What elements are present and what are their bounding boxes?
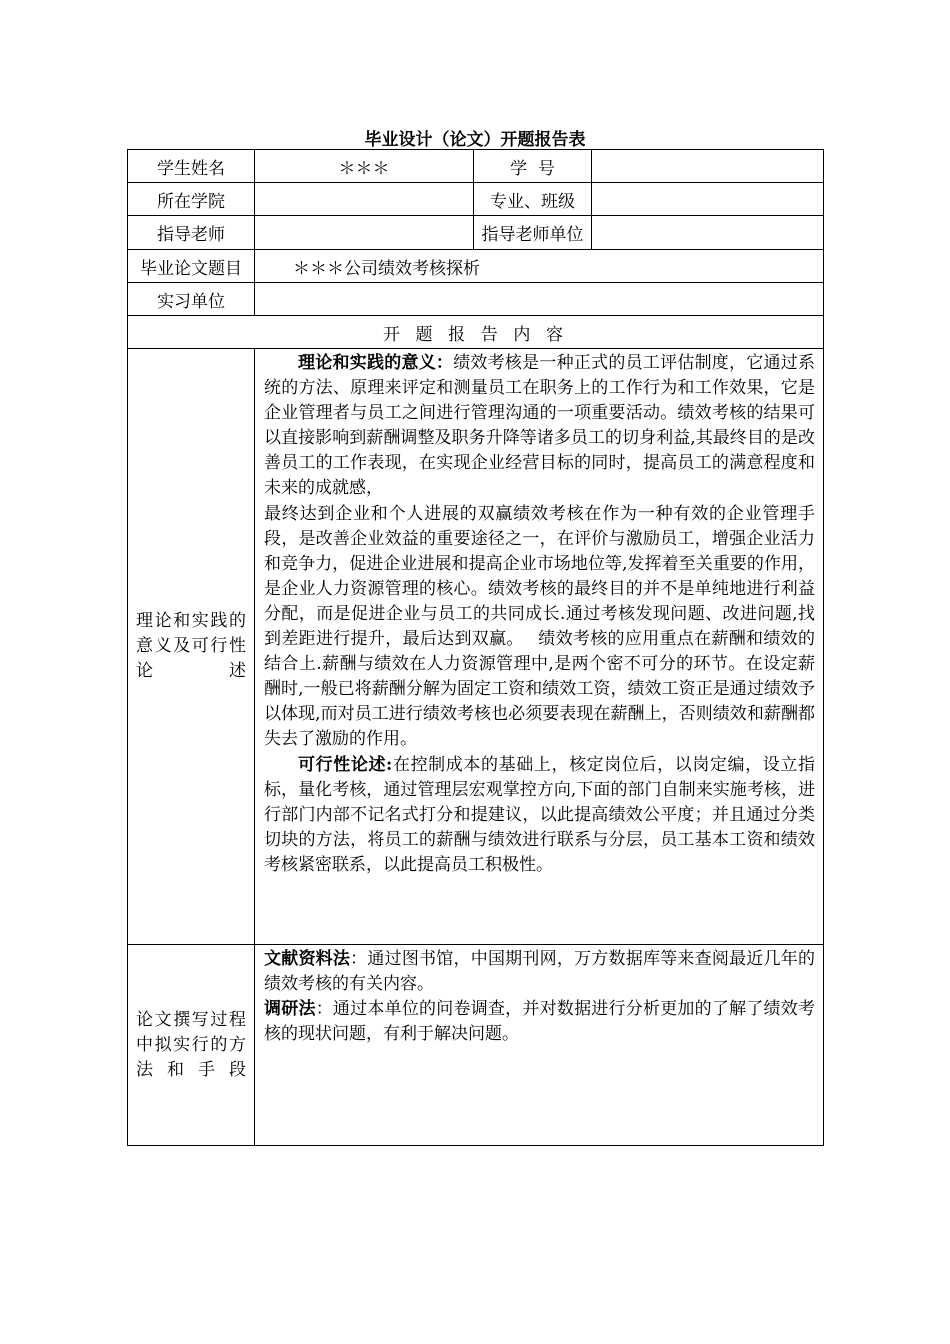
major-class-value	[592, 183, 824, 216]
method-2-lead: 调研法	[264, 999, 316, 1020]
student-name-label: 学生姓名	[128, 150, 255, 183]
row-section-significance	[128, 349, 824, 945]
row-internship	[128, 283, 824, 316]
thesis-title-label: 毕业论文题目	[128, 250, 255, 283]
section1-p1-text: 绩效考核是一种正式的员工评估制度，它通过系统的方法、原理来评定和测量员工在职务上的工作行为和工作效果，它是企业管理者与员工之间进行管理沟通的一项重要活动。绩效考核的结果可以直接影响到薪酬调整及职务升降等诸多员工的切身利益,其最终目的是改善员工的工作表现，在实现企业经营目标的同时，提高员工的满意程度和未来的成就感，	[264, 353, 816, 499]
advisor-unit-value	[592, 216, 824, 250]
major-class-label: 专业、班级	[474, 183, 592, 216]
student-name-value: ＊＊＊	[255, 150, 474, 183]
row-section-methods	[128, 945, 824, 1146]
section1-paragraph-2: 最终达到企业和个人进展的双赢绩效考核在作为一种有效的企业管理手段，是改善企业效益的重要途径之一，在评价与激励员工，增强企业活力和竞争力，促进企业进展和提高企业市场地位等,发挥着至关重要的作用，是企业人力资源管理的核心。绩效考核的最终目的并不是单纯地进行利益分配，而是促进企业与员工的共同成长.通过考核发现问题、改进问题,找到差距进行提升，最后达到双赢。 绩效考核的应用重点在薪酬和绩效的结合上.薪酬与绩效在人力资源管理中,是两个密不可分的环节。在设定薪酬时,一般已将薪酬分解为固定工资和绩效工资，绩效工资正是通过绩效予以体现,而对员工进行绩效考核也必须要表现在薪酬上，否则绩效和薪酬都失去了激励的作用。	[264, 503, 815, 750]
section1-p3-lead: 可行性论述:	[298, 754, 393, 775]
section1-label: 理论和实践的意义及可行性论述	[128, 349, 255, 945]
method-1	[264, 947, 815, 997]
college-label: 所在学院	[128, 183, 255, 216]
advisor-unit-label: 指导老师单位	[474, 216, 592, 250]
method-1-lead: 文献资料法	[264, 949, 351, 969]
section2-content	[255, 945, 824, 1146]
method-1-text: ：通过图书馆，中国期刊网，万方数据库等来查阅最近几年的绩效考核的有关内容。	[264, 949, 816, 995]
thesis-title-value: ＊＊＊公司绩效考核探析	[255, 250, 824, 283]
section1-p1-lead: 理论和实践的意义：	[298, 353, 454, 373]
method-2-text: ：通过本单位的问卷调查，并对数据进行分析更加的了解了绩效考核的现状问题，有利于解决问题。	[264, 999, 816, 1045]
document-title: 毕业设计（论文）开题报告表	[364, 130, 586, 150]
row-thesis-title	[128, 250, 824, 283]
section1-p3-text: 在控制成本的基础上，核定岗位后，以岗定编，设立指标，量化考核，通过管理层宏观掌控方向,下面的部门自制来实施考核，进行部门内部不记名式打分和提建议，以此提高绩效公平度；并且通过分类切块的方法，将员工的薪酬与绩效进行联系与分层，员工基本工资和绩效考核紧密联系，以此提高员工积极性。	[264, 754, 816, 875]
student-id-label: 学 号	[474, 150, 592, 183]
internship-label: 实习单位	[128, 283, 255, 316]
advisor-value	[255, 216, 474, 250]
proposal-form-table	[127, 149, 824, 1146]
advisor-label: 指导老师	[128, 216, 255, 250]
row-advisor	[128, 216, 824, 250]
section1-paragraph-1	[264, 351, 815, 502]
row-college	[128, 183, 824, 216]
student-id-value	[592, 150, 824, 183]
college-value	[255, 183, 474, 216]
section1-content	[255, 349, 824, 945]
internship-value	[255, 283, 824, 316]
section1-paragraph-3	[264, 753, 815, 878]
method-2	[264, 997, 815, 1047]
row-report-heading	[128, 316, 824, 349]
row-student	[128, 150, 824, 183]
section2-label: 论文撰写过程中拟实行的方法和手段	[128, 945, 255, 1146]
report-heading: 开 题 报 告 内 容	[128, 316, 824, 349]
